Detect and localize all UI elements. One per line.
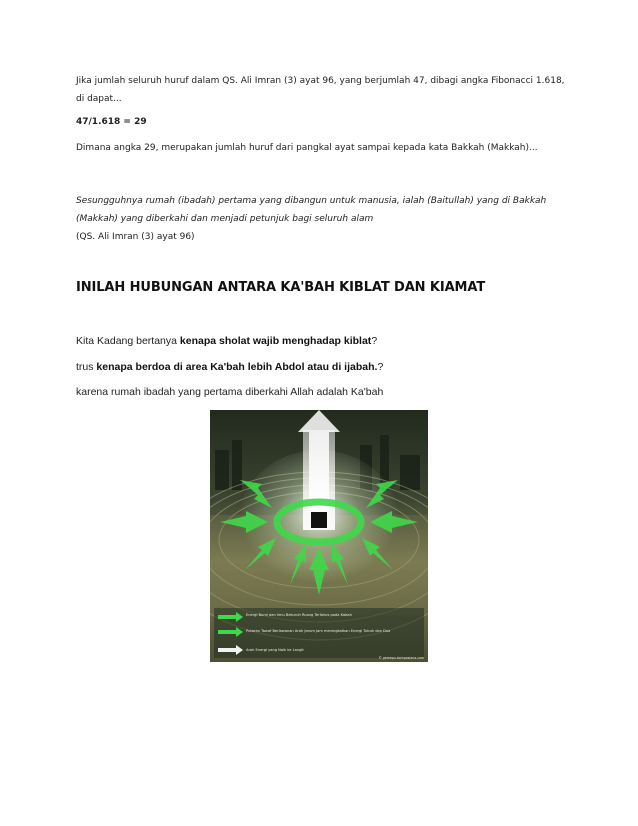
quote-text: Sesungguhnya rumah (ibadah) pertama yang dibangun untuk manusia, ialah (Baitullah) yang di Bakkah (Makkah) yang diberkahi dan menjadi petunjuk bagi seluruh alam	[76, 196, 547, 224]
kabah-energy-figure	[210, 410, 428, 662]
kabah-cube	[311, 512, 327, 528]
section-heading: INILAH HUBUNGAN ANTARA KA'BAH KIBLAT DAN KIAMAT	[76, 280, 486, 295]
answer-kabah: karena rumah ibadah yang pertama diberkahi Allah adalah Ka'bah	[76, 386, 384, 398]
paragraph-29: Dimana angka 29, merupakan jumlah huruf dari pangkal ayat sampai kepada kata Bakkah (Makkah)...	[76, 143, 538, 153]
question-kiblat: Kita Kadang bertanya kenapa sholat wajib menghadap kiblat?	[76, 335, 378, 347]
legend-item-2: Putaran Tawaf Berlawanan Arah Jarum Jam meningkatkan Energi Tubuh dan Doa	[246, 629, 391, 633]
paragraph-fibonacci: Jika jumlah seluruh huruf dalam QS. Ali Imran (3) ayat 96, yang berjumlah 47, dibagi angka Fibonacci 1.618, di dapat...	[76, 76, 565, 104]
legend-item-1: Energi Bumi dan Ilmu Bekuruh Ruang Terfokus pada Kabah	[246, 613, 352, 617]
formula-line: 47/1.618 = 29	[76, 117, 147, 127]
legend-item-3: Arah Energi yang Naik ke Langit	[246, 648, 304, 652]
figure-watermark: © gamepu.kompasiana.com	[378, 656, 424, 660]
quote-reference: (QS. Ali Imran (3) ayat 96)	[76, 232, 195, 242]
question-doa: trus kenapa berdoa di area Ka'bah lebih Abdol atau di ijabah.?	[76, 361, 384, 373]
